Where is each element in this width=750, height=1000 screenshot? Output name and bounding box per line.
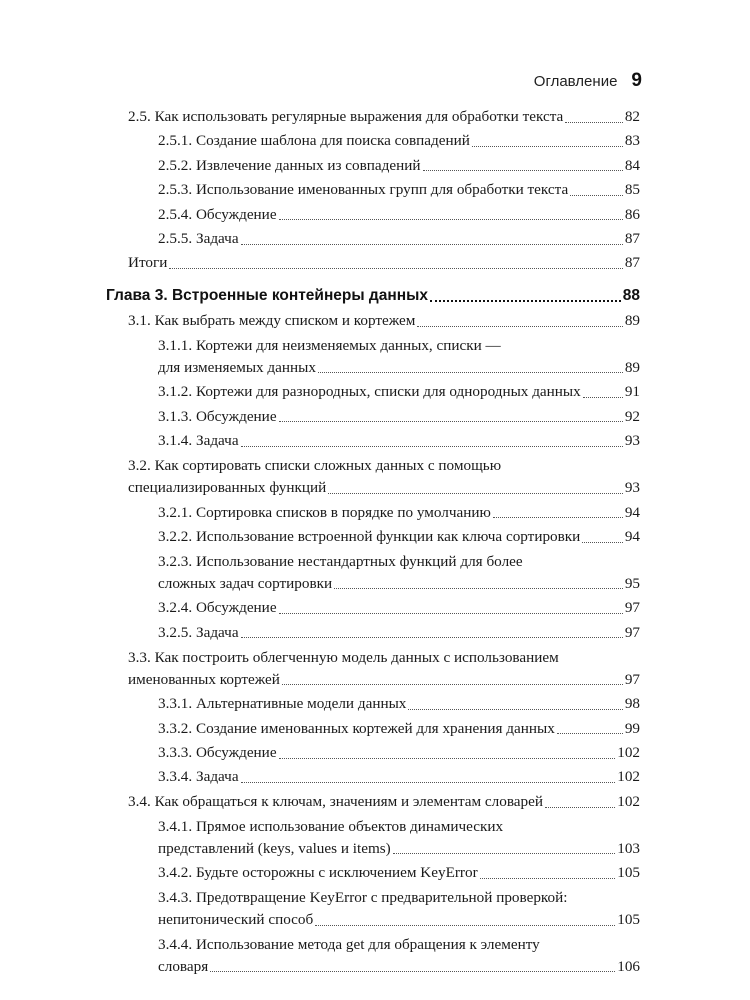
- toc-entry-title: 2.5.3. Использование именованных групп для обработки текста: [158, 181, 569, 199]
- toc-entry-title: 3.4. Как обращаться к ключам, значениям и элементам словарей: [128, 793, 544, 811]
- toc-entry-title: 3.3.3. Обсуждение: [158, 744, 277, 761]
- toc-entry-page-number: 86: [624, 205, 640, 223]
- running-header-title: Оглавление: [533, 73, 618, 90]
- toc-entry-title: именованных кортежей: [128, 670, 280, 688]
- toc-entry-line: [128, 477, 640, 499]
- dot-leader: [241, 637, 623, 638]
- toc-entry-page-number: 87: [624, 254, 640, 272]
- dot-leader: [545, 807, 615, 808]
- toc-entry-title: 3.2.4. Обсуждение: [158, 599, 277, 617]
- dot-leader: [279, 219, 623, 220]
- toc-entry-title: 3.2.3. Использование нестандартных функций для более: [158, 552, 523, 570]
- toc-entry-line: [158, 887, 567, 909]
- toc-entry-title: 3.4.4. Использование метода get для обращения к элементу: [158, 935, 540, 953]
- dot-leader: [557, 733, 623, 734]
- running-header: [534, 70, 642, 92]
- toc-entry-title: 3.3.1. Альтернативные модели данных: [158, 695, 407, 713]
- toc-entry-line: [158, 816, 503, 838]
- toc-entry-page-number: 97: [624, 670, 640, 688]
- toc-entry-line: [158, 502, 640, 524]
- toc-entry-page-number: 105: [617, 911, 640, 929]
- toc-entry-line: [128, 106, 640, 128]
- toc-entry-line: [158, 204, 640, 226]
- dot-leader: [430, 300, 621, 302]
- toc-entry-page-number: 93: [624, 432, 640, 450]
- toc-entry-title: 3.3.2. Создание именованных кортежей для хранения данных: [158, 719, 555, 737]
- toc-entry-title: для изменяемых данных: [158, 358, 316, 376]
- toc-entry-page-number: 92: [624, 407, 640, 425]
- toc-entry-line: [158, 130, 640, 152]
- toc-entry-page-number: 84: [624, 156, 640, 174]
- toc-entry-title: Глава 3. Встроенные контейнеры данных: [106, 286, 428, 304]
- toc-entry-line: [158, 597, 640, 619]
- dot-leader: [328, 493, 623, 494]
- toc-entry-title: 2.5.4. Обсуждение: [158, 205, 277, 223]
- toc-entry-line: [158, 526, 640, 548]
- toc-entry-title: 3.2.2. Использование встроенной функции как ключа сортировки: [158, 528, 581, 546]
- dot-leader: [282, 684, 623, 685]
- toc-entry-line: [158, 766, 640, 788]
- dot-leader: [241, 244, 623, 245]
- toc-entry-line: [158, 909, 640, 931]
- toc-entry-title: 3.4.3. Предотвращение KeyError с предварительной проверкой:: [158, 888, 568, 906]
- toc-entry-line: [158, 551, 523, 573]
- toc-entry-line: [128, 791, 640, 813]
- dot-leader: [315, 925, 615, 926]
- dot-leader: [480, 878, 616, 879]
- toc-entry-title: словаря: [158, 957, 209, 975]
- toc-entry-line: [158, 335, 501, 357]
- toc-entry-line: [158, 357, 640, 379]
- toc-entry-title: 3.2.1. Сортировка списков в порядке по умолчанию: [158, 503, 491, 521]
- toc-entry-page-number: 103: [617, 839, 640, 857]
- toc-entry-page-number: 91: [624, 383, 640, 401]
- toc-entry-page-number: 83: [624, 132, 640, 150]
- toc-entry-page-number: 99: [624, 719, 640, 737]
- toc-entry-title: 3.1.2. Кортежи для разнородных, списки для однородных данных: [158, 383, 581, 401]
- toc-entry-title: 3.2. Как сортировать списки сложных данных с помощью: [128, 457, 502, 474]
- running-header-page-number: 9: [631, 70, 642, 91]
- toc-entry-page-number: 87: [624, 230, 640, 247]
- dot-leader: [318, 372, 623, 373]
- dot-leader: [582, 542, 623, 543]
- toc-entry-title: 3.4.2. Будьте осторожны с исключением KeyError: [158, 864, 478, 882]
- toc-entry-page-number: 85: [624, 181, 640, 199]
- toc-entry-page-number: 106: [617, 957, 640, 975]
- toc-entry-title: 2.5. Как использовать регулярные выражения для обработки текста: [128, 108, 564, 125]
- toc-entry-page-number: 82: [624, 108, 640, 125]
- toc-entry-line: [128, 669, 640, 691]
- toc-entry-page-number: 94: [624, 528, 640, 546]
- toc-entry-line: [158, 862, 640, 884]
- toc-entry-title: непитонический способ: [158, 911, 314, 929]
- toc-entry-title: 3.1.4. Задача: [158, 432, 239, 450]
- toc-entry-title: сложных задач сортировки: [158, 574, 333, 592]
- dot-leader: [570, 195, 623, 196]
- toc-entry-title: 3.1.3. Обсуждение: [158, 407, 277, 425]
- toc-entry-line: [128, 647, 559, 669]
- toc-entry-page-number: 95: [624, 574, 640, 592]
- toc-entry-title: 3.3. Как построить облегченную модель данных с использованием: [128, 648, 559, 666]
- dot-leader: [393, 853, 615, 854]
- toc-entry-title: 3.2.5. Задача: [158, 623, 239, 641]
- toc-entry-line: [106, 285, 640, 307]
- toc-entry-title: 2.5.2. Извлечение данных из совпадений: [158, 156, 421, 174]
- toc-entry-page-number: 97: [624, 623, 640, 641]
- dot-leader: [210, 971, 615, 972]
- dot-leader: [279, 758, 616, 759]
- toc-entry-page-number: 102: [617, 768, 640, 786]
- toc-entry-title: 2.5.5. Задача: [158, 230, 239, 247]
- toc-entry-page-number: 89: [624, 358, 640, 376]
- toc-entry-page-number: 97: [624, 599, 640, 617]
- toc-entry-title: 2.5.1. Создание шаблона для поиска совпадений: [158, 132, 470, 150]
- toc-entry-title: Итоги: [128, 254, 168, 272]
- dot-leader: [408, 709, 622, 710]
- toc-entry-page-number: 89: [624, 312, 640, 330]
- dot-leader: [279, 613, 623, 614]
- dot-leader: [583, 397, 623, 398]
- toc-entry-line: [158, 573, 640, 595]
- toc-entry-title: 3.3.4. Задача: [158, 768, 239, 786]
- toc-entry-title: 3.4.1. Прямое использование объектов динамических: [158, 817, 504, 835]
- dot-leader: [241, 446, 623, 447]
- toc-entry-line: [158, 430, 640, 452]
- toc-entry-line: [158, 956, 640, 978]
- toc-entry-line: [128, 310, 640, 332]
- toc-entry-page-number: 102: [617, 793, 640, 811]
- toc-entry-line: [158, 228, 640, 250]
- toc-entry-page-number: 93: [624, 479, 640, 497]
- toc-entry-line: [128, 252, 640, 274]
- dot-leader: [169, 268, 622, 269]
- toc-entry-line: [158, 179, 640, 201]
- dot-leader: [334, 588, 623, 589]
- toc-entry-line: [158, 742, 640, 764]
- toc-entry-page-number: 94: [624, 503, 640, 521]
- dot-leader: [423, 170, 623, 171]
- toc-entry-page-number: 105: [617, 864, 640, 882]
- dot-leader: [565, 122, 623, 123]
- dot-leader: [279, 421, 623, 422]
- dot-leader: [241, 782, 616, 783]
- toc-entry-line: [158, 622, 640, 644]
- toc-entry-line: [158, 406, 640, 428]
- toc-entry-line: [158, 838, 640, 860]
- toc-entry-line: [158, 155, 640, 177]
- toc-entry-title: представлений (keys, values и items): [158, 839, 391, 857]
- toc-entry-page-number: 102: [617, 744, 640, 761]
- toc-entry-page-number: 88: [622, 286, 640, 304]
- toc-entry-line: [158, 934, 540, 956]
- toc-entry-line: [128, 455, 501, 477]
- toc-entry-line: [158, 381, 640, 403]
- toc-entry-title: 3.1.1. Кортежи для неизменяемых данных, списки —: [158, 336, 501, 354]
- dot-leader: [417, 326, 622, 327]
- toc-entry-title: 3.1. Как выбрать между списком и кортежем: [128, 312, 416, 330]
- toc-entry-line: [158, 718, 640, 740]
- dot-leader: [493, 517, 623, 518]
- toc-entry-title: специализированных функций: [128, 479, 327, 497]
- dot-leader: [472, 146, 623, 147]
- toc-entry-page-number: 98: [624, 695, 640, 713]
- toc-entry-line: [158, 693, 640, 715]
